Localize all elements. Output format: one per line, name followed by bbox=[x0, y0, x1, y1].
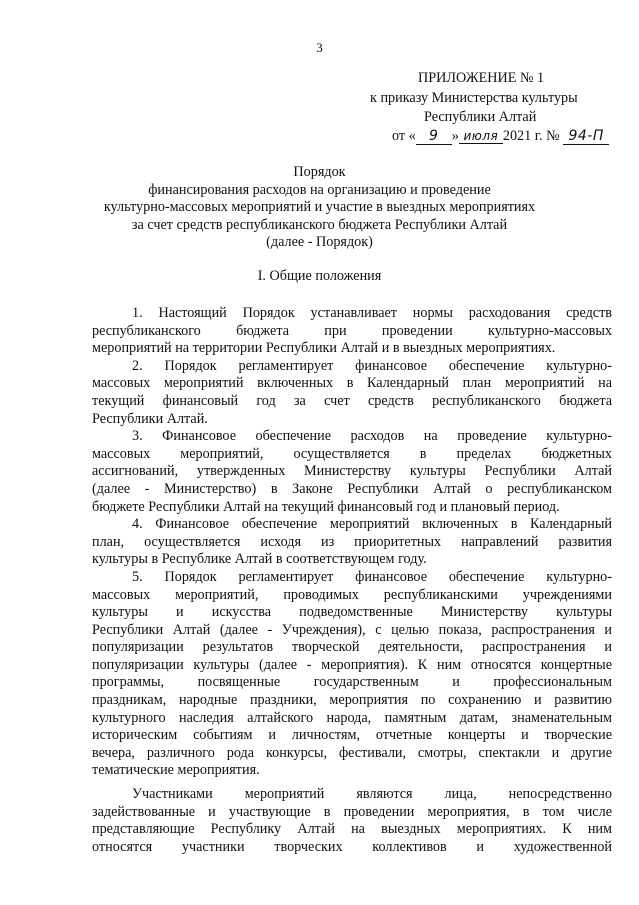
date-prefix: от « bbox=[392, 128, 416, 144]
section-heading: I. Общие положения bbox=[257, 268, 382, 284]
text-line: 2. Порядок регламентирует финансовое обеспечение культурно- bbox=[132, 357, 612, 374]
text-line: культурного наследия алтайского народа, памятным датам, знаменательным bbox=[92, 709, 612, 726]
date-year-number: 2021 г. № bbox=[502, 128, 560, 144]
text-line: текущий финансовый год за счет средств республиканского бюджета bbox=[92, 392, 612, 409]
date-mid: » bbox=[451, 128, 459, 144]
text-line: культуры и искусства подведомственные Министерству культуры bbox=[92, 604, 612, 621]
doc-title-line2: финансирования расходов на организацию и проведение bbox=[148, 182, 491, 198]
text-line: бюджете Республики Алтай на текущий финансовый год и плановый период. bbox=[92, 498, 560, 515]
text-line: республиканского бюджета при проведении культурно-массовых bbox=[92, 322, 612, 339]
text-line: задействованные и участвующие в проведении мероприятия, в том числе bbox=[92, 803, 612, 820]
text-line: ассигнований, утвержденных Министерству культуры Республики Алтай bbox=[92, 463, 612, 480]
text-line: мероприятий на территории Республики Алтай и в выездных мероприятиях. bbox=[92, 340, 556, 357]
text-line: план, осуществляется исходя из приоритетных направлений развития bbox=[92, 533, 612, 550]
text-line: массовых мероприятий включенных в Календарный план мероприятий на bbox=[92, 375, 612, 392]
annex-order-line: к приказу Министерства культуры bbox=[370, 90, 578, 106]
text-line: культуры в Республике Алтай в соответствующем году. bbox=[92, 551, 427, 568]
date-day-handwritten: 9 bbox=[416, 128, 452, 145]
annex-date-line bbox=[392, 128, 609, 145]
text-line: Участниками мероприятий являются лица, непосредственно bbox=[132, 786, 612, 803]
doc-title-line4: за счет средств республиканского бюджета Республики Алтай bbox=[131, 217, 508, 233]
text-line: 1. Настоящий Порядок устанавливает нормы расходования средств bbox=[132, 305, 612, 321]
body-text bbox=[92, 305, 612, 856]
text-line: 3. Финансовое обеспечение расходов на проведение культурно- bbox=[132, 428, 612, 445]
text-line: Республики Алтай. bbox=[92, 410, 208, 427]
doc-title-line3: культурно-массовых мероприятий и участие в выездных мероприятиях bbox=[103, 199, 536, 215]
annex-title: ПРИЛОЖЕНИЕ № 1 bbox=[418, 70, 545, 86]
text-line: представляющие Республику Алтай на выездных мероприятиях. К ним bbox=[92, 821, 612, 838]
text-line: массовых мероприятий, осуществляется в пределах бюджетных bbox=[92, 445, 612, 462]
text-line: относятся участники творческих коллективов и художественной bbox=[92, 838, 612, 855]
page-number: 3 bbox=[316, 40, 323, 55]
text-line: праздникам, народные праздники, мероприятия по сохранению и развитию bbox=[92, 692, 612, 709]
date-month-handwritten: июля bbox=[459, 129, 503, 144]
doc-title: Порядок bbox=[293, 164, 346, 180]
doc-title-line5: (далее - Порядок) bbox=[266, 234, 373, 250]
text-line: вечера, различного рода конкурсы, фестивали, смотры, спектакли и другие bbox=[92, 744, 612, 761]
text-line: 5. Порядок регламентирует финансовое обеспечение культурно- bbox=[132, 568, 612, 585]
text-line: популяризации результатов творческой деятельности, распространения и bbox=[92, 639, 612, 656]
annex-republic-line: Республики Алтай bbox=[424, 109, 537, 125]
text-line: популяризации культуры (далее - мероприятия). К ним относятся концертные bbox=[92, 656, 612, 673]
text-line: Республики Алтай (далее - Учреждения), с целью показа, распространения и bbox=[92, 621, 612, 638]
text-line: массовых мероприятий, проводимых республиканскими учреждениями bbox=[92, 586, 612, 603]
text-line: историческим событиям и личностям, отчетные концерты и творческие bbox=[92, 727, 612, 744]
text-line: тематические мероприятия. bbox=[92, 762, 260, 779]
order-number-handwritten: 94-П bbox=[563, 128, 609, 145]
text-line: программы, посвященные государственным и профессиональным bbox=[92, 674, 612, 691]
text-line: 4. Финансовое обеспечение мероприятий включенных в Календарный bbox=[132, 516, 612, 533]
text-line: (далее - Министерство) в Законе Республики Алтай о республиканском bbox=[92, 480, 612, 497]
